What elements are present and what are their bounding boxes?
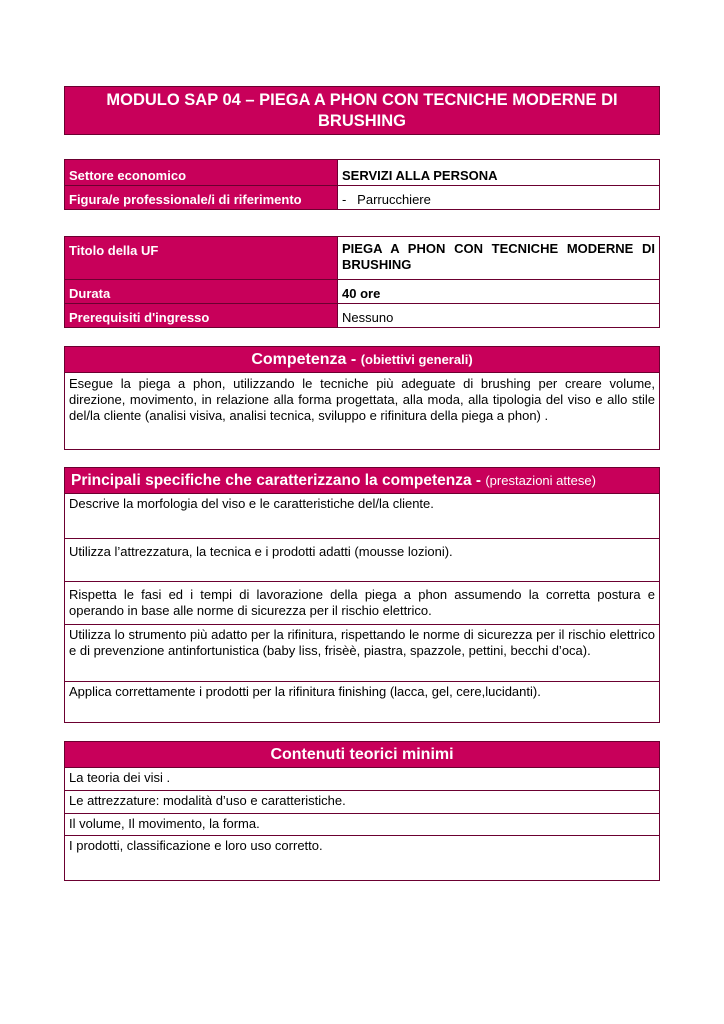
competenza-text: Esegue la piega a phon, utilizzando le tecniche più adeguate di brushing per creare volume, direzione, movimento, in relazione alla forma progettata, alla moda, alla tipologia del viso e allo stile del/la cliente (analisi visiva, analisi tecnica, sviluppo e rifinitura della piega a phon) . (64, 373, 660, 450)
titolo-value: PIEGA A PHON CON TECNICHE MODERNE DI BRUSHING (338, 237, 660, 280)
figura-label: Figura/e professionale/i di riferimento (65, 186, 338, 210)
contenuti-heading: Contenuti teorici minimi (270, 746, 454, 763)
contenuto-item-3: Il volume, Il movimento, la forma. (64, 814, 660, 836)
durata-label: Durata (65, 280, 338, 304)
specifica-item-5: Applica correttamente i prodotti per la rifinitura finishing (lacca, gel, cere,lucidanti). (64, 682, 660, 723)
specifiche-heading: Principali specifiche che caratterizzano la competenza - (71, 472, 482, 489)
settore-value: SERVIZI ALLA PERSONA (338, 160, 660, 186)
uf-table (64, 236, 660, 328)
contenuti-header (64, 741, 660, 768)
specifica-item-1: Descrive la morfologia del viso e le caratteristiche del/la cliente. (64, 494, 660, 539)
contenuto-item-1: La teoria dei visi . (64, 768, 660, 791)
settore-label: Settore economico (65, 160, 338, 186)
contenuto-item-4: I prodotti, classificazione e loro uso corretto. (64, 836, 660, 881)
specifiche-section (64, 467, 660, 723)
competenza-section (64, 346, 660, 450)
module-title-text: MODULO SAP 04 – PIEGA A PHON CON TECNICHE MODERNE DI BRUSHING (106, 90, 618, 130)
specifica-item-2: Utilizza l’attrezzatura, la tecnica e i prodotti adatti (mousse lozioni). (64, 539, 660, 582)
competenza-subheading: (obiettivi generali) (360, 352, 473, 367)
competenza-header (64, 346, 660, 373)
info-table (64, 159, 660, 210)
durata-value: 40 ore (338, 280, 660, 304)
specifiche-header (64, 467, 660, 494)
figura-value: - Parrucchiere (338, 186, 660, 210)
competenza-heading: Competenza - (251, 351, 357, 368)
prereq-value: Nessuno (338, 304, 660, 328)
titolo-label: Titolo della UF (65, 237, 338, 280)
contenuti-section (64, 741, 660, 881)
contenuto-item-2: Le attrezzature: modalità d’uso e caratteristiche. (64, 791, 660, 814)
module-title (64, 86, 660, 135)
specifiche-subheading: (prestazioni attese) (485, 473, 596, 488)
prereq-label: Prerequisiti d'ingresso (65, 304, 338, 328)
specifica-item-4: Utilizza lo strumento più adatto per la rifinitura, rispettando le norme di sicurezza per il rischio elettrico e di prevenzione antinfortunistica (baby liss, frisèè, piastra, spazzole, pettini, becchi d’oca). (64, 625, 660, 682)
specifica-item-3: Rispetta le fasi ed i tempi di lavorazione della piega a phon assumendo la corretta postura e operando in base alle norme di sicurezza per il rischio elettrico. (64, 582, 660, 625)
